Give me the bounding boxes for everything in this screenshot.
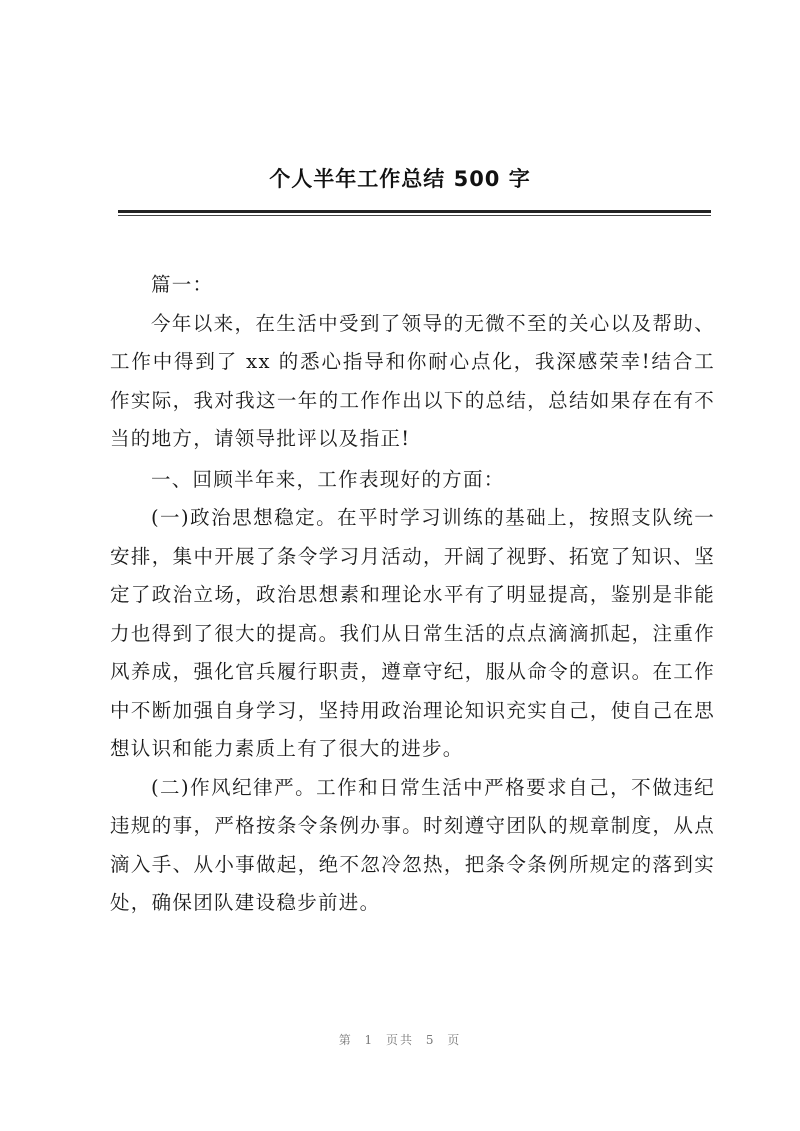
section-heading: 一、回顾半年来，工作表现好的方面： xyxy=(150,467,505,491)
title-underline-thin xyxy=(118,215,711,216)
document-body xyxy=(110,266,715,923)
paragraph: 今年以来，在生活中受到了领导的无微不至的关心以及帮助、工作中得到了 xx 的悉心指导和你耐心点化，我深感荣幸!结合工作实际，我对我这一年的工作作出以下的总结，总结如果存在有不当的地方，请领导批评以及指正! xyxy=(110,311,715,450)
page-number: 第 1 页共 5 页 xyxy=(338,1033,462,1047)
title-underline-thick xyxy=(118,210,711,213)
paragraph: (一)政治思想稳定。在平时学习训练的基础上，按照支队统一安排，集中开展了条令学习月活动，开阔了视野、拓宽了知识、坚定了政治立场，政治思想素和理论水平有了明显提高，鉴别是非能力也得到了很大的提高。我们从日常生活的点点滴滴抓起，注重作风养成，强化官兵履行职责，遵章守纪，服从命令的意识。在工作中不断加强自身学习，坚持用政治理论知识充实自己，使自己在思想认识和能力素质上有了很大的进步。 xyxy=(110,506,715,760)
paragraph: (二)作风纪律严。工作和日常生活中严格要求自己，不做违纪违规的事，严格按条令条例办事。时刻遵守团队的规章制度，从点滴入手、从小事做起，绝不忽冷忽热，把条令条例所规定的落到实处，确保团队建设稳步前进。 xyxy=(110,775,715,914)
paragraph-heading: 篇一： xyxy=(150,273,214,296)
document-title: 个人半年工作总结 500 字 xyxy=(269,167,531,191)
